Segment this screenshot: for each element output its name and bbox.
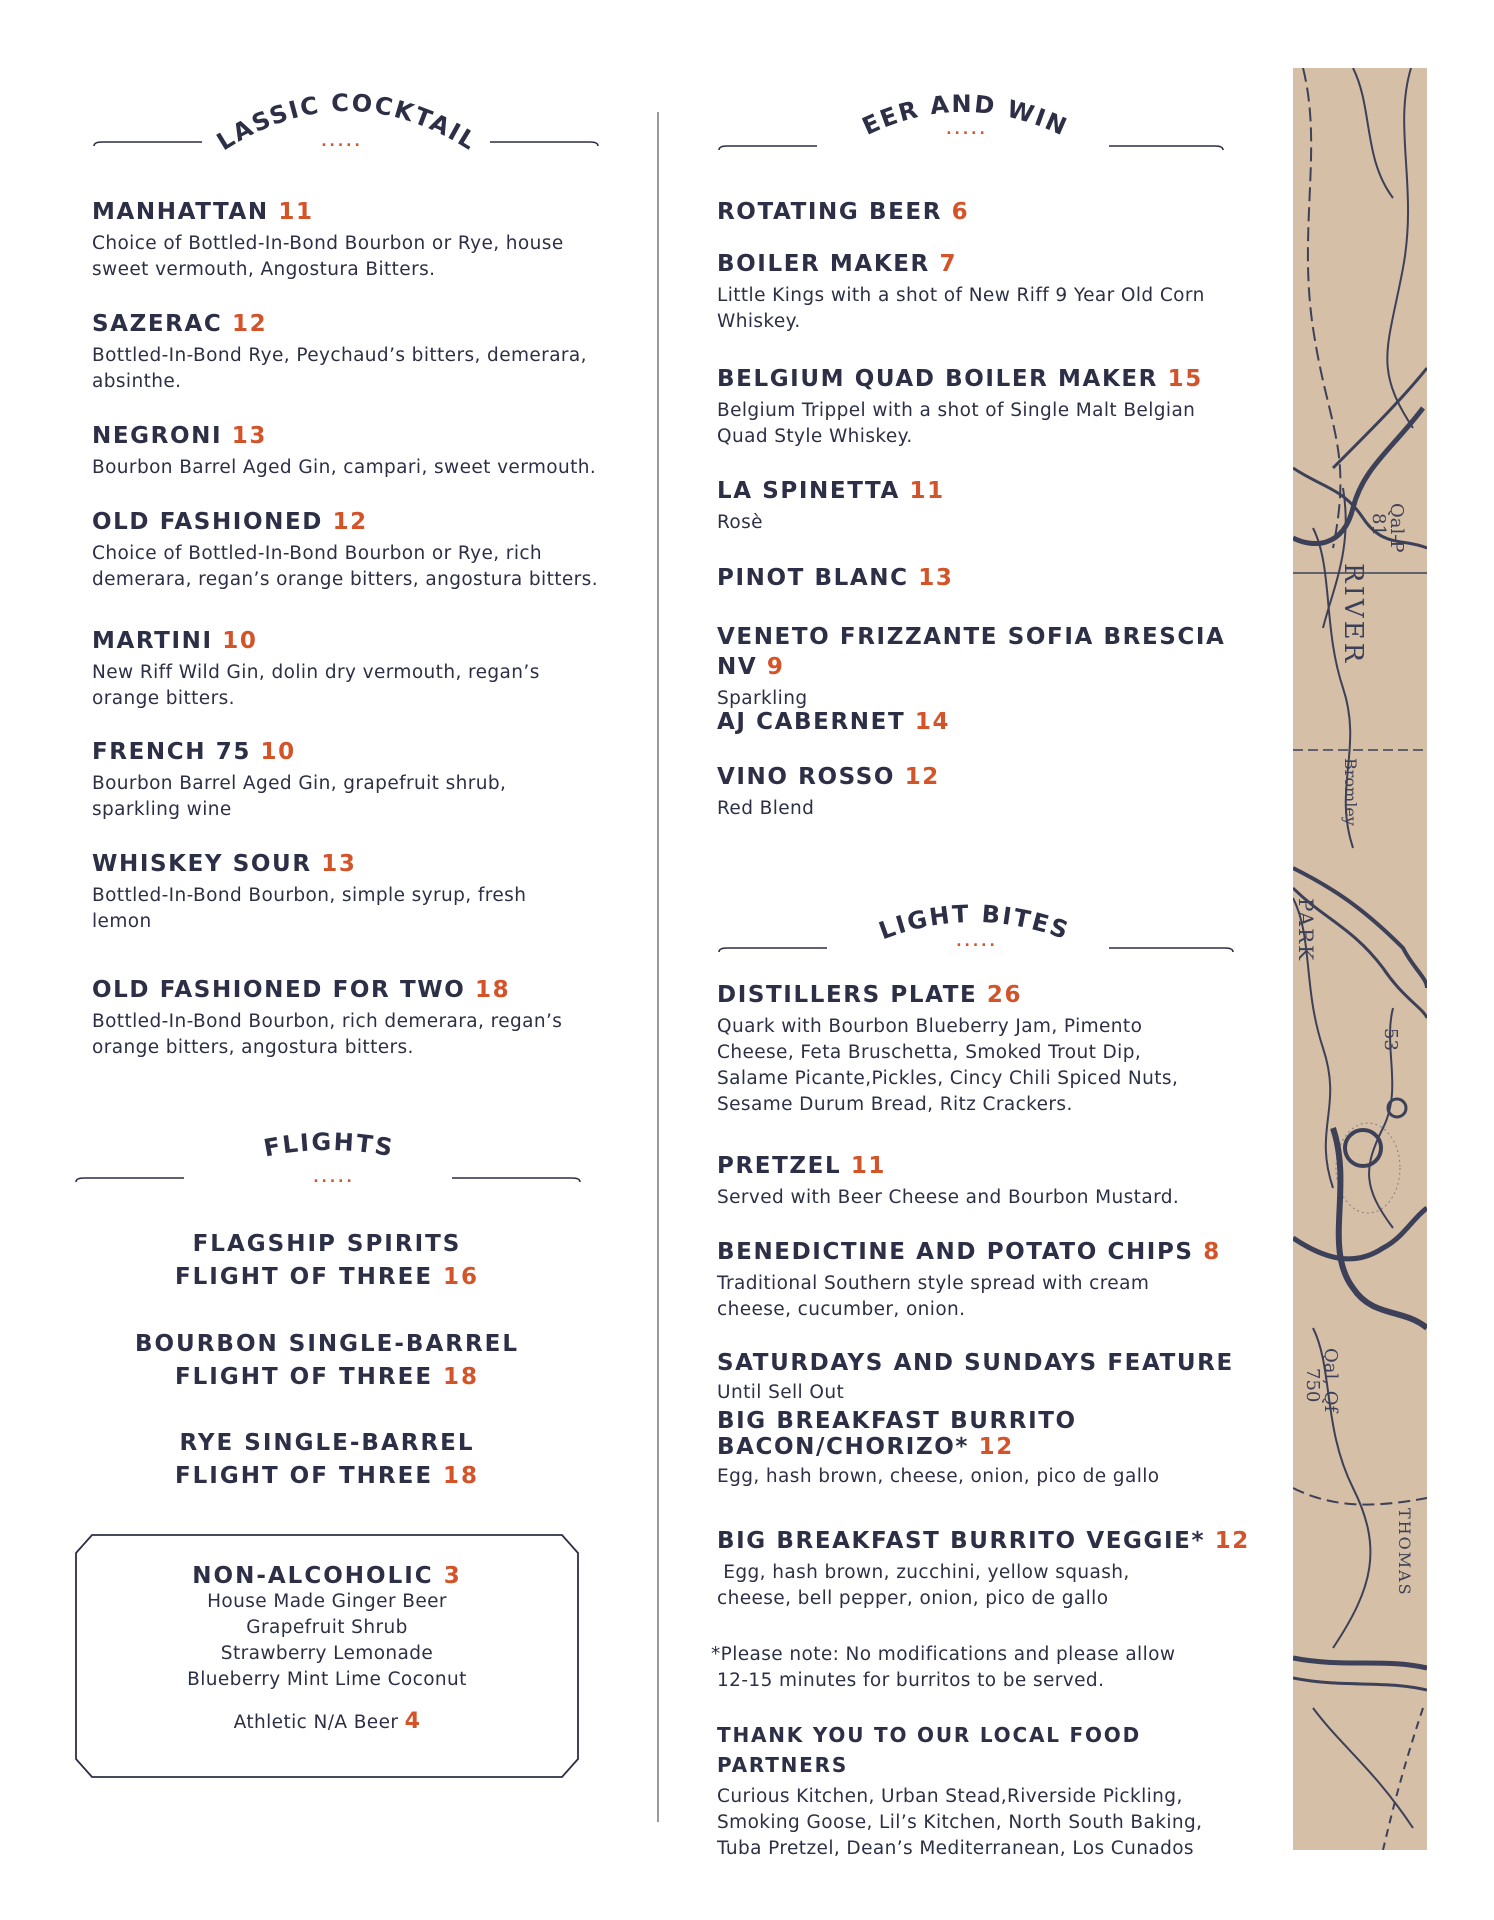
light-bite-item xyxy=(717,1237,1257,1323)
item-desc-line: Quad Style Whiskey. xyxy=(717,426,913,447)
heading-flights-svg xyxy=(74,1120,594,1210)
flight-price: 18 xyxy=(443,1364,480,1390)
na-item: Strawberry Lemonade xyxy=(220,1643,434,1664)
item-name: BENEDICTINE AND POTATO CHIPS xyxy=(717,1239,1194,1265)
item-price: 18 xyxy=(474,977,511,1003)
flight-line1: RYE SINGLE-BARREL xyxy=(179,1430,475,1456)
beer-wine-item xyxy=(717,249,1257,335)
heading-dots: ..... xyxy=(956,934,998,950)
item-name: OLD FASHIONED xyxy=(92,509,323,535)
item-name: VINO ROSSO xyxy=(717,764,896,790)
item-desc-line: orange bitters. xyxy=(92,688,235,709)
item-desc-line: Traditional Southern style spread with cream xyxy=(717,1273,1150,1294)
cocktail-item xyxy=(92,197,632,283)
heading-cocktails-svg xyxy=(82,58,612,170)
map-label: 53 xyxy=(1380,1028,1401,1051)
item-price: 12 xyxy=(904,764,940,790)
na-item: Blueberry Mint Lime Coconut xyxy=(187,1669,467,1690)
beer-wine-item xyxy=(717,762,1257,822)
item-price: 7 xyxy=(939,251,958,277)
item-price: 6 xyxy=(951,199,970,225)
item-desc-line: Rosè xyxy=(717,512,763,533)
heading-light-bites xyxy=(717,890,1277,980)
item-name: FRENCH 75 xyxy=(92,739,251,765)
map-label: 750 xyxy=(1302,1368,1323,1403)
flight-line1: FLAGSHIP SPIRITS xyxy=(192,1231,462,1257)
item-desc-line: Salame Picante,Pickles, Cincy Chili Spiced Nuts, xyxy=(717,1068,1179,1089)
item-desc-line: Egg, hash brown, zucchini, yellow squash, xyxy=(717,1562,1130,1583)
item-price: 10 xyxy=(222,628,258,654)
item-price: 13 xyxy=(321,851,357,877)
column-divider xyxy=(657,112,659,1822)
item-name: PINOT BLANC xyxy=(717,565,909,591)
flight-line2: FLIGHT OF THREE xyxy=(174,1264,434,1290)
item-desc-line: Sesame Durum Bread, Ritz Crackers. xyxy=(717,1094,1073,1115)
flight-price: 16 xyxy=(443,1264,480,1290)
light-bite-item xyxy=(717,980,1257,1118)
flight-line1: BOURBON SINGLE-BARREL xyxy=(134,1331,520,1357)
svg-text:FLIGHTS xyxy=(261,1128,396,1163)
note-line: 12-15 minutes for burritos to be served. xyxy=(717,1670,1105,1691)
burrito-veggie-item xyxy=(717,1526,1257,1612)
item-name: MANHATTAN xyxy=(92,199,269,225)
item-desc-line: orange bitters, angostura bitters. xyxy=(92,1037,414,1058)
item-price: 12 xyxy=(231,311,268,337)
heading-light-bites-text: LIGHT BITES xyxy=(875,899,1074,946)
na-beer-label: Athletic N/A Beer xyxy=(233,1712,399,1733)
item-desc-line: Bourbon Barrel Aged Gin, grapefruit shrub, xyxy=(92,773,507,794)
cocktail-item xyxy=(92,309,632,395)
item-desc-line: Bourbon Barrel Aged Gin, campari, sweet vermouth. xyxy=(92,457,597,478)
note-line: *Please note: No modifications and please allow xyxy=(711,1644,1176,1665)
item-name: AJ CABERNET xyxy=(717,709,906,735)
heading-dots: ..... xyxy=(321,134,363,150)
map-label: Bromley xyxy=(1341,758,1360,826)
item-name: BIG BREAKFAST BURRITO VEGGIE* xyxy=(717,1528,1206,1554)
non-alcoholic-box xyxy=(74,1533,580,1779)
item-price: 15 xyxy=(1167,366,1203,392)
cocktail-item xyxy=(92,737,632,823)
item-name: PRETZEL xyxy=(717,1153,842,1179)
item-desc-line: sparkling wine xyxy=(92,799,232,820)
item-desc-line: Whiskey. xyxy=(717,311,801,332)
item-price: 13 xyxy=(918,565,954,591)
item-price: 9 xyxy=(766,654,785,680)
heading-classic-cocktails xyxy=(82,58,652,170)
heading-flights xyxy=(74,1120,634,1210)
flight-item xyxy=(92,1328,562,1394)
item-price: 11 xyxy=(850,1153,887,1179)
item-price: 11 xyxy=(909,478,945,504)
heading-beer-wine-text: BEER AND WINE xyxy=(706,64,1073,142)
item-desc-line: Red Blend xyxy=(717,798,815,819)
item-desc-line: Quark with Bourbon Blueberry Jam, Pimento xyxy=(717,1016,1143,1037)
item-name: SAZERAC xyxy=(92,311,223,337)
map-label: 81 xyxy=(1368,513,1389,536)
item-desc-line: sweet vermouth, Angostura Bitters. xyxy=(92,259,436,280)
cocktail-item xyxy=(92,849,632,935)
item-name: DISTILLERS PLATE xyxy=(717,982,978,1008)
item-price: 26 xyxy=(986,982,1023,1008)
item-price: 14 xyxy=(914,709,951,735)
burrito1-line2: BACON/CHORIZO* xyxy=(717,1434,970,1460)
heading-flights-text: FLIGHTS xyxy=(261,1127,397,1163)
item-price: 8 xyxy=(1203,1239,1221,1265)
item-desc-line: Bottled-In-Bond Bourbon, rich demerara, regan’s xyxy=(92,1011,563,1032)
map-label: RIVER xyxy=(1338,563,1368,666)
item-desc-line: lemon xyxy=(92,911,152,932)
burrito1-price: 12 xyxy=(978,1434,1014,1460)
item-desc-line: Bottled-In-Bond Rye, Peychaud’s bitters, demerara, xyxy=(92,345,587,366)
burrito-note xyxy=(711,1642,1251,1694)
beer-wine-item xyxy=(717,197,1257,227)
heading-dots: ..... xyxy=(946,122,988,138)
item-name: VENETO FRIZZANTE SOFIA BRESCIA NV xyxy=(717,624,1226,680)
partners-title: THANK YOU TO OUR LOCAL FOOD PARTNERS xyxy=(717,1723,1142,1777)
heading-cocktails-text: CLASSIC COCKTAILS xyxy=(82,58,483,157)
beer-wine-item xyxy=(717,707,1257,737)
map-label: PARK xyxy=(1294,898,1318,963)
flight-price: 18 xyxy=(443,1463,480,1489)
beer-wine-item xyxy=(717,563,1257,593)
food-partners xyxy=(717,1720,1257,1862)
burrito1-line1: BIG BREAKFAST BURRITO xyxy=(717,1408,1077,1434)
item-name: ROTATING BEER xyxy=(717,199,943,225)
flight-item xyxy=(92,1228,562,1294)
weekend-feature xyxy=(717,1348,1257,1490)
item-desc-line: Sparkling xyxy=(717,688,808,709)
item-name: BELGIUM QUAD BOILER MAKER xyxy=(717,366,1158,392)
flight-item xyxy=(92,1427,562,1493)
map-label: Qal, Qf xyxy=(1320,1348,1341,1413)
item-desc-line: Choice of Bottled-In-Bond Bourbon or Rye, rich xyxy=(92,543,543,564)
flight-line2: FLIGHT OF THREE xyxy=(174,1364,434,1390)
na-beer-price: 4 xyxy=(404,1709,421,1734)
beer-wine-item xyxy=(717,476,1257,536)
map-label: Qal-P xyxy=(1386,503,1407,553)
partners-line: Curious Kitchen, Urban Stead,Riverside Pickling, xyxy=(717,1786,1183,1807)
na-item: Grapefruit Shrub xyxy=(246,1617,408,1638)
cocktail-item xyxy=(92,626,632,712)
cocktail-item xyxy=(92,421,632,481)
item-name: WHISKEY SOUR xyxy=(92,851,312,877)
flight-line2: FLIGHT OF THREE xyxy=(174,1463,434,1489)
item-name: OLD FASHIONED FOR TWO xyxy=(92,977,466,1003)
cocktail-item xyxy=(92,507,632,593)
item-desc-line: Little Kings with a shot of New Riff 9 Year Old Corn xyxy=(717,285,1205,306)
map-illustration xyxy=(1293,68,1427,1850)
item-price: 12 xyxy=(332,509,368,535)
item-desc-line: Bottled-In-Bond Bourbon, simple syrup, fresh xyxy=(92,885,527,906)
item-name: NEGRONI xyxy=(92,423,223,449)
item-name: BOILER MAKER xyxy=(717,251,930,277)
item-desc-line: Choice of Bottled-In-Bond Bourbon or Rye, house xyxy=(92,233,564,254)
item-price: 12 xyxy=(1214,1528,1250,1554)
feature-subtitle: Until Sell Out xyxy=(717,1382,845,1403)
item-desc-line: New Riff Wild Gin, dolin dry vermouth, regan’s xyxy=(92,662,540,683)
item-name: LA SPINETTA xyxy=(717,478,900,504)
non-alcoholic-content xyxy=(74,1563,580,1734)
item-price: 10 xyxy=(260,739,296,765)
item-desc-line: Served with Beer Cheese and Bourbon Mustard. xyxy=(717,1187,1180,1208)
beer-wine-item xyxy=(717,364,1257,450)
cocktail-item xyxy=(92,975,632,1061)
item-desc-line: absinthe. xyxy=(92,371,182,392)
beer-wine-item xyxy=(717,622,1257,712)
non-alcoholic-price: 3 xyxy=(443,1563,462,1589)
item-desc-line: cheese, bell pepper, onion, pico de gallo xyxy=(717,1588,1109,1609)
light-bite-item xyxy=(717,1151,1257,1211)
partners-line: Tuba Pretzel, Dean’s Mediterranean, Los Cunados xyxy=(717,1838,1194,1859)
heading-dots: ..... xyxy=(313,1170,355,1186)
item-price: 13 xyxy=(231,423,267,449)
feature-title: SATURDAYS AND SUNDAYS FEATURE xyxy=(717,1350,1234,1376)
item-desc-line: Belgium Trippel with a shot of Single Malt Belgian xyxy=(717,400,1196,421)
na-item: House Made Ginger Beer xyxy=(207,1591,447,1612)
partners-line: Smoking Goose, Lil’s Kitchen, North South Baking, xyxy=(717,1812,1203,1833)
item-desc-line: Cheese, Feta Bruschetta, Smoked Trout Dip, xyxy=(717,1042,1142,1063)
item-name: MARTINI xyxy=(92,628,213,654)
item-price: 11 xyxy=(278,199,314,225)
burrito1-desc: Egg, hash brown, cheese, onion, pico de gallo xyxy=(717,1466,1160,1487)
map-label: THOMAS xyxy=(1395,1508,1414,1597)
item-desc-line: demerara, regan’s orange bitters, angostura bitters. xyxy=(92,569,598,590)
non-alcoholic-title: NON-ALCOHOLIC xyxy=(192,1563,434,1589)
item-desc-line: cheese, cucumber, onion. xyxy=(717,1299,966,1320)
decorative-map-strip xyxy=(1293,68,1427,1850)
heading-beer-wine xyxy=(706,64,1277,176)
